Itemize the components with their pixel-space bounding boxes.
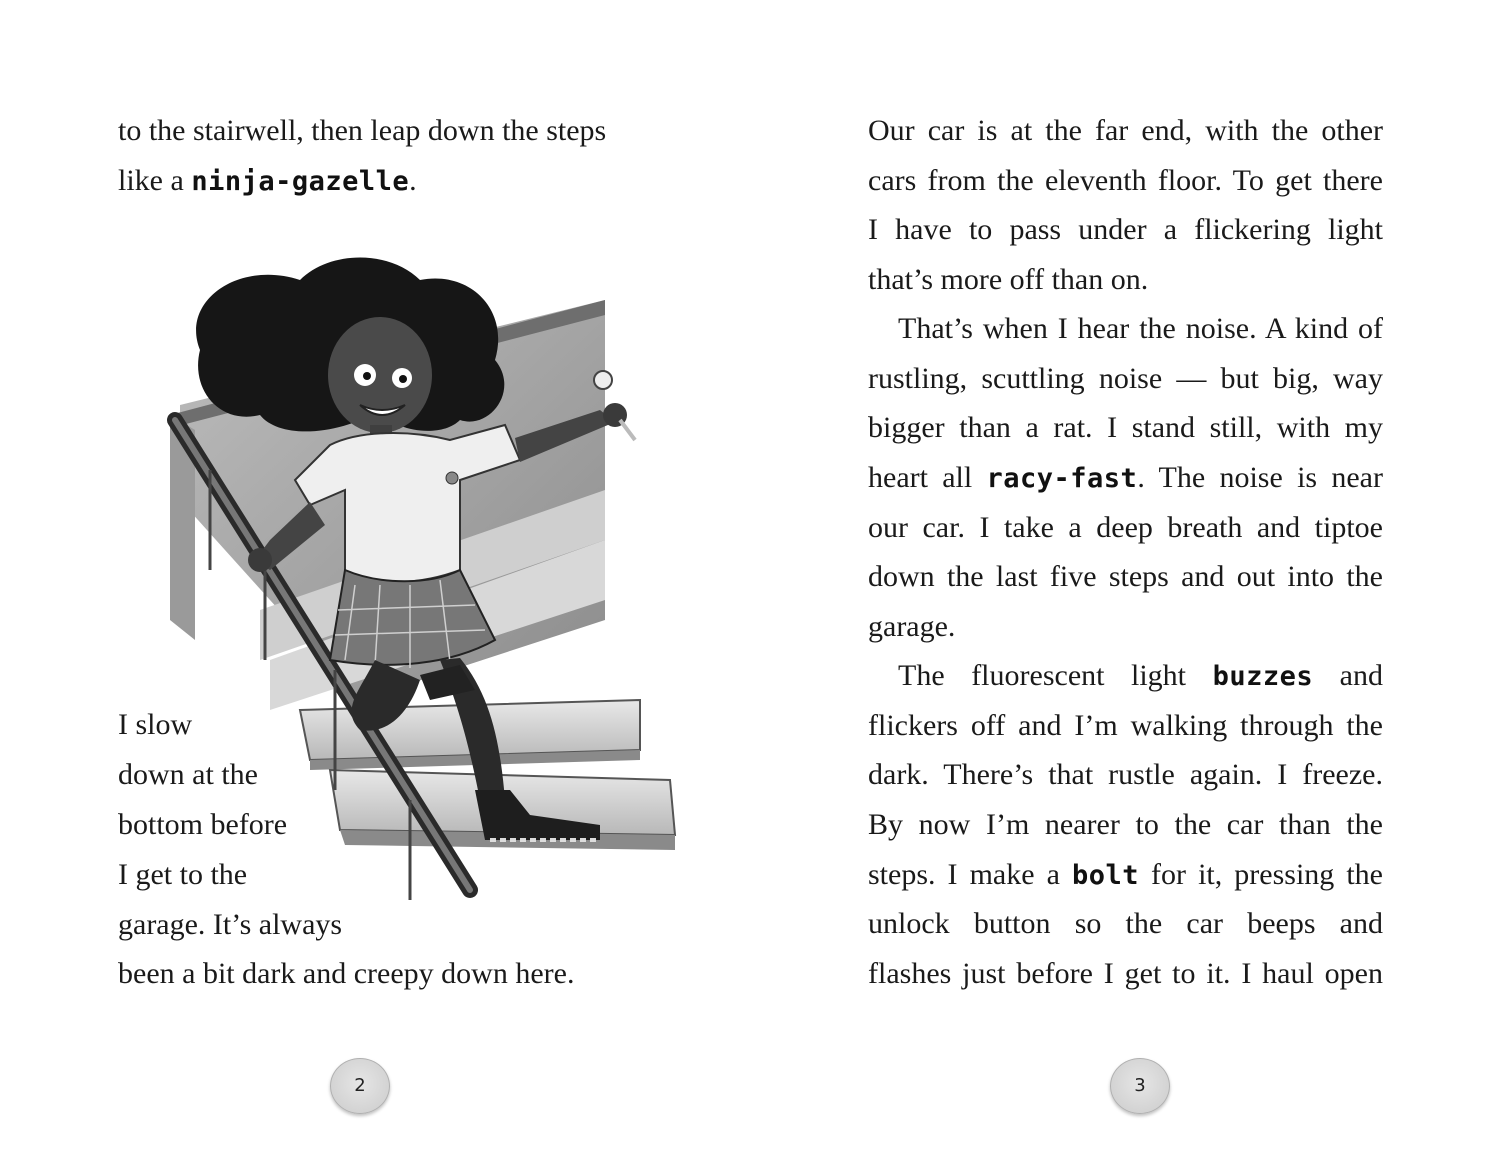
text-segment: steps. I make a <box>868 858 1072 891</box>
text-line: unlock button so the car beeps and <box>868 907 1383 940</box>
text-segment: like a <box>118 164 192 197</box>
text-line <box>118 156 417 207</box>
page-number-badge: 3 <box>1110 1058 1170 1114</box>
text-line: bigger than a rat. I stand still, with my <box>868 411 1383 444</box>
text-line: garage. <box>868 610 956 643</box>
text-line: I slow <box>118 708 193 741</box>
heart-badge <box>446 472 458 484</box>
key <box>620 420 635 440</box>
text-line: that’s more off than on. <box>868 263 1149 296</box>
text-line: dark. There’s that rustle again. I freeze. <box>868 758 1383 791</box>
text-segment: and <box>1313 659 1383 692</box>
text-line: cars from the eleventh floor. To get there <box>868 164 1383 197</box>
emphasis-word: buzzes <box>1212 661 1314 692</box>
text-line: I get to the <box>118 858 248 891</box>
text-line: flickers off and I’m walking through the <box>868 709 1383 742</box>
text-line: garage. It’s always <box>118 908 343 941</box>
text-line: our car. I take a deep breath and tiptoe <box>868 511 1383 544</box>
text-segment: The fluorescent light <box>898 659 1213 692</box>
emphasis-word: racy-fast <box>986 463 1138 494</box>
text-line: That’s when I hear the noise. A kind of <box>898 312 1383 345</box>
text-line: By now I’m nearer to the car than the <box>868 808 1383 841</box>
text-segment: . The noise is near <box>1137 461 1383 494</box>
text-line: I have to pass under a flickering light <box>868 213 1383 246</box>
page-number-badge: 2 <box>330 1058 390 1114</box>
emphasis-word: ninja-gazelle <box>191 166 410 197</box>
text-line: down the last five steps and out into the <box>868 560 1383 593</box>
text-line: to the stairwell, then leap down the steps <box>118 114 607 147</box>
door-knob <box>594 371 612 389</box>
text-segment: heart all <box>868 461 987 494</box>
text-line <box>868 453 1383 504</box>
right-page <box>750 0 1500 1160</box>
text-segment: for it, pressing the <box>1139 858 1383 891</box>
text-line: down at the <box>118 758 258 791</box>
text-segment: . <box>409 164 417 197</box>
pupil-right <box>399 375 407 383</box>
text-line: bottom before <box>118 808 288 841</box>
text-line <box>898 651 1383 702</box>
text-line: been a bit dark and creepy down here. <box>118 957 575 990</box>
text-line: flashes just before I get to it. I haul open <box>868 957 1383 990</box>
pupil-left <box>363 372 371 380</box>
text-line <box>868 850 1383 901</box>
text-line: rustling, scuttling noise — but big, way <box>868 362 1383 395</box>
hand-left <box>248 548 272 572</box>
emphasis-word: bolt <box>1071 860 1139 891</box>
text-line: Our car is at the far end, with the other <box>868 114 1383 147</box>
